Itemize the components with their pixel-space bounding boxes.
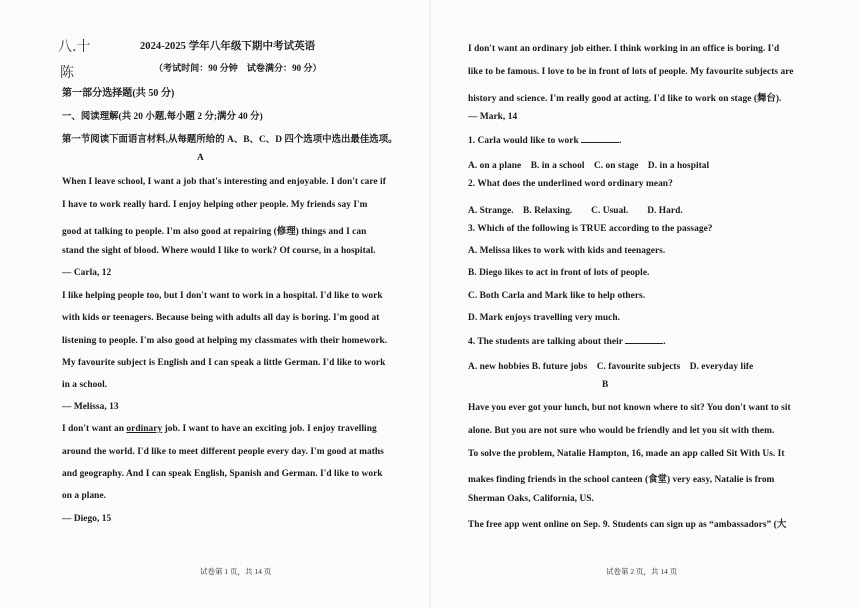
handwritten-note-2: 陈 [60,65,74,81]
handwritten-note-1: 八.十 [58,39,91,55]
answer-blank-4 [625,335,663,344]
melissa-line-1: I like helping people too, but I don't want to work in a hospital. I'd like to work [62,291,383,301]
diego-line-2: around the world. I'd like to meet different people every day. I'm good at maths [62,447,384,457]
diego-line-4: on a plane. [62,491,107,501]
question-1: 1. Carla would like to work . [468,136,622,146]
passage-b-line-5: Sherman Oaks, California, US. [468,494,594,504]
question-3-option-b: B. Diego likes to act in front of lots of people. [468,268,650,278]
exam-title: 2024-2025 学年八年级下期中考试英语 [140,41,316,52]
mark-line-2: like to be famous. I love to be in front of lots of people. My favourite subjects are [468,67,794,77]
question-3-option-a: A. Melissa likes to work with kids and teenagers. [468,246,666,256]
carla-line-1: When I leave school, I want a job that's interesting and enjoyable. I don't care if [62,177,386,187]
question-4: 4. The students are talking about their . [468,337,666,347]
carla-line-4: stand the sight of blood. Where would I like to work? Of course, in a hospital. [62,246,376,256]
passage-b-line-4: makes finding friends in the school canteen (食堂) very easy, Natalie is from [468,475,775,485]
section-heading: 一、阅读理解(共 20 小题,每小题 2 分;满分 40 分) [62,112,263,122]
passage-b-line-3: To solve the problem, Natalie Hampton, 16, made an app called Sit With Us. It [468,449,785,459]
question-3-option-c: C. Both Carla and Mark like to help others. [468,291,646,301]
passage-b-line-1: Have you ever got your lunch, but not known where to sit? You don't want to sit [468,403,791,413]
question-2-options: A. Strange. B. Relaxing. C. Usual. D. Hard. [468,206,683,216]
answer-blank-1 [581,134,619,143]
diego-signature: — Diego, 15 [62,514,112,524]
question-1-options: A. on a plane B. in a school C. on stage D. in a hospital [468,161,710,171]
mark-line-3: history and science. I'm really good at acting. I'd like to work on stage (舞台). [468,94,782,104]
underlined-word: ordinary [126,424,163,434]
carla-line-2: I have to work really hard. I enjoy helping other people. My friends say I'm [62,200,368,210]
melissa-signature: — Melissa, 13 [62,402,119,412]
passage-label-b: B [602,380,609,390]
mark-signature: — Mark, 14 [468,112,518,122]
carla-line-3: good at talking to people. I'm also good at repairing (修理) things and I can [62,227,367,237]
section-instruction: 第一节阅读下面语言材料,从每题所给的 A、B、C、D 四个选项中选出最佳选项。 [62,135,398,145]
melissa-line-5: in a school. [62,380,108,390]
part-heading: 第一部分选择题(共 50 分) [62,88,175,99]
carla-signature: — Carla, 12 [62,268,112,278]
mark-line-1: I don't want an ordinary job either. I think working in an office is boring. I'd [468,44,780,54]
page-2-footer: 试卷第 2 页，共 14 页 [606,567,678,576]
page-1-footer: 试卷第 1 页，共 14 页 [200,567,272,576]
melissa-line-3: listening to people. I'm also good at helping my classmates with their homework. [62,336,388,346]
exam-page-2 [430,0,860,608]
melissa-line-2: with kids or teenagers. Because being with adults all day is boring. I'm good at [62,313,380,323]
melissa-line-4: My favourite subject is English and I can speak a little German. I'd like to work [62,358,386,368]
passage-b-line-6: The free app went online on Sep. 9. Students can sign up as “ambassadors” (大 [468,520,787,530]
question-4-options: A. new hobbies B. future jobs C. favourite subjects D. everyday life [468,362,754,372]
diego-line-3: and geography. And I can speak English, Spanish and German. I'd like to work [62,469,383,479]
diego-line-1: I don't want an ordinary job. I want to have an exciting job. I enjoy travelling [62,424,377,434]
question-3: 3. Which of the following is TRUE according to the passage? [468,224,713,234]
passage-b-line-2: alone. But you are not sure who would be friendly and let you sit with them. [468,426,775,436]
question-2: 2. What does the underlined word ordinary mean? [468,179,673,189]
question-3-option-d: D. Mark enjoys travelling very much. [468,313,621,323]
exam-info: （考试时间：90 分钟 试卷满分：90 分） [154,63,322,73]
passage-label-a: A [197,153,204,163]
